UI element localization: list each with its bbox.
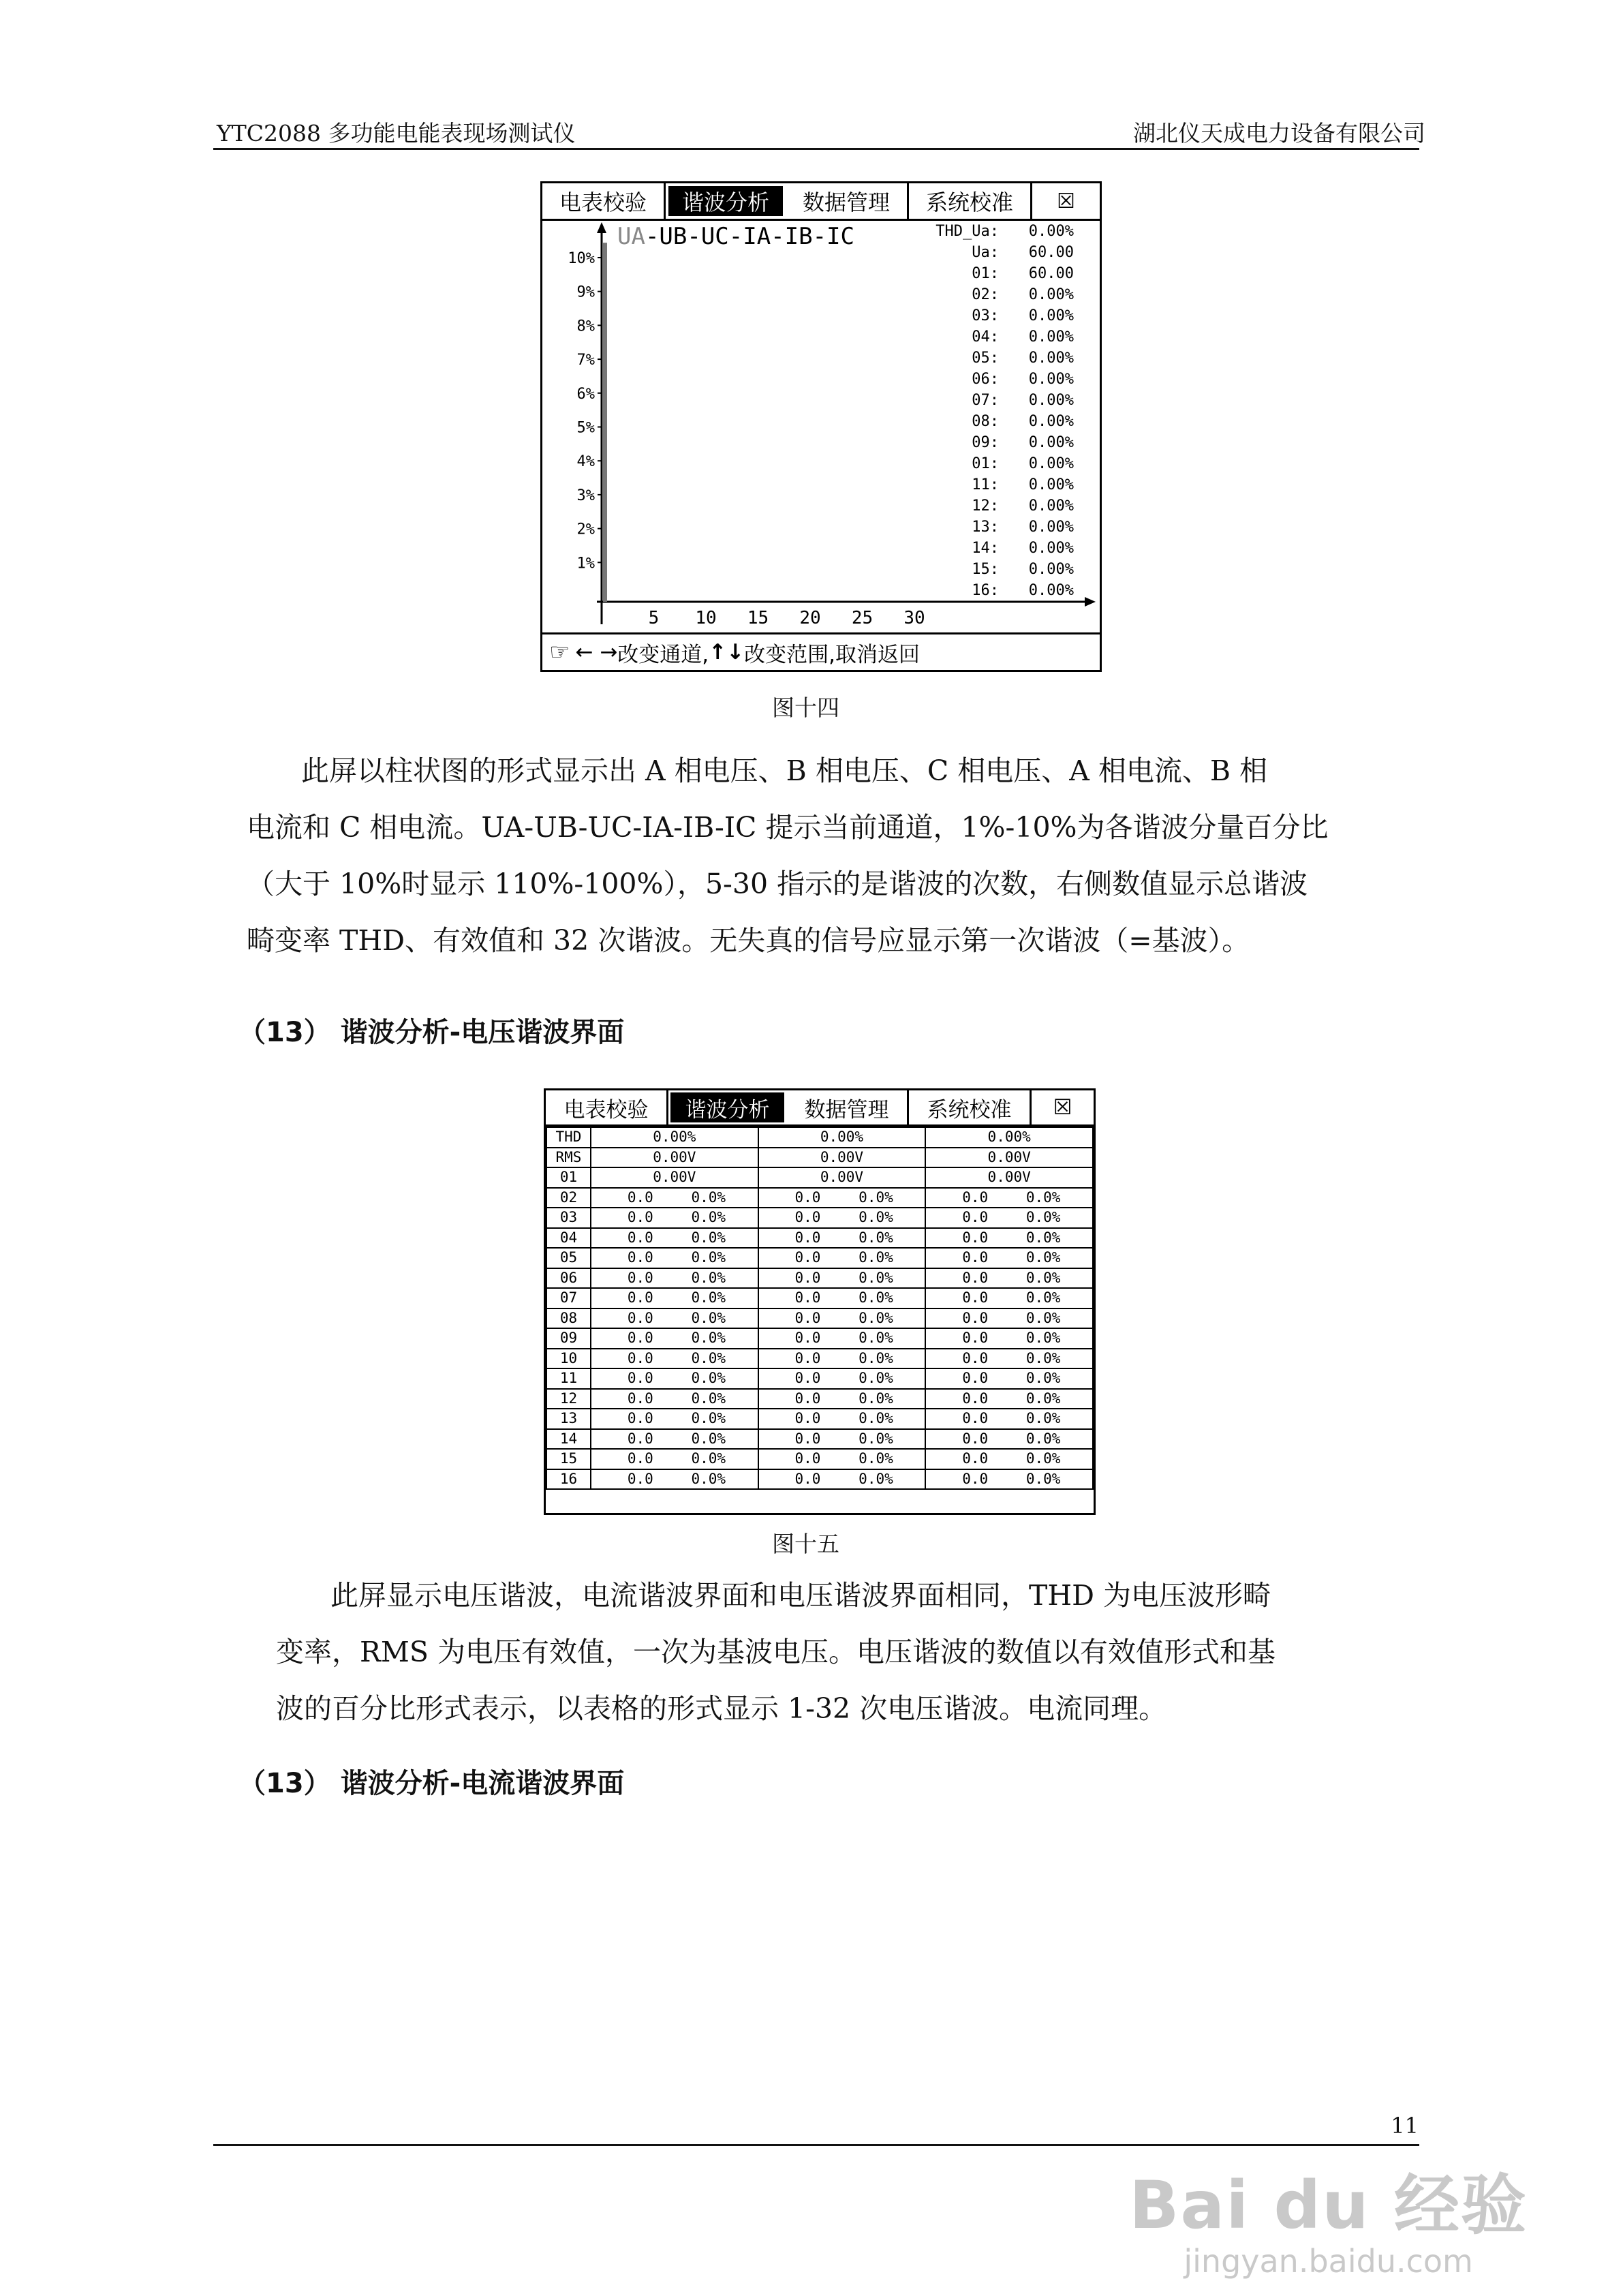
readout-label: Ua: (972, 244, 999, 261)
tab-harmonic-analysis[interactable]: 谐波分析 (668, 186, 783, 216)
harmonic-cell (758, 1409, 926, 1429)
readout-value: 0.00% (1028, 455, 1074, 472)
readout-value: 0.00% (1028, 561, 1074, 578)
harmonic-percent: 0.0% (691, 1450, 726, 1467)
header-rule (213, 148, 1419, 150)
harmonic-percent: 0.0% (691, 1390, 726, 1407)
hand-pointer-icon: ☞ (549, 639, 570, 666)
up-down-arrows-icon: ↑↓ (709, 640, 745, 664)
harmonic-percent: 0.0% (691, 1189, 726, 1206)
footer-rule (213, 2144, 1419, 2146)
harmonic-percent: 0.0% (1025, 1309, 1061, 1326)
harmonic-value: 0.0 (962, 1189, 989, 1206)
readout-label: 05: (972, 350, 999, 367)
readout-label: 09: (972, 434, 999, 451)
hint-change-range: 改变范围,取消返回 (744, 642, 920, 667)
harmonic-cell (758, 1328, 926, 1349)
readout-label: 13: (972, 519, 999, 536)
row-label: 08 (546, 1308, 591, 1329)
harmonic-percent: 0.0% (859, 1269, 893, 1286)
harmonic-value: 0.0 (627, 1349, 653, 1366)
paragraph-figure14 (247, 743, 1419, 969)
readout-value: 0.00% (1028, 350, 1074, 367)
harmonic-percent: 0.0% (859, 1349, 893, 1366)
harmonic-percent: 0.0% (1025, 1269, 1061, 1286)
harmonic-cell (925, 1248, 1093, 1268)
harmonic-percent: 0.0% (859, 1370, 893, 1387)
harmonic-percent: 0.0% (1025, 1229, 1061, 1246)
figure15-caption: 图十五 (772, 1531, 839, 1557)
row-label: 09 (546, 1328, 591, 1349)
harmonic-percent: 0.0% (859, 1470, 893, 1487)
harmonic-cell (758, 1429, 926, 1450)
harmonic-value: 0.0 (627, 1269, 653, 1286)
harmonic-percent: 0.0% (1025, 1189, 1061, 1206)
row-label: 15 (546, 1449, 591, 1469)
harmonic-cell (591, 1288, 758, 1308)
harmonic-percent: 0.0% (859, 1189, 893, 1206)
readout-label: 03: (972, 307, 999, 324)
harmonic-cell (758, 1288, 926, 1308)
harmonic-percent: 0.0% (1025, 1430, 1061, 1447)
harmonic-row (546, 1248, 1093, 1268)
y-tick-label: 8% (576, 318, 595, 335)
harmonic-value: 0.0 (627, 1370, 653, 1387)
row-label: 06 (546, 1268, 591, 1289)
harmonic-value: 0.0 (962, 1330, 989, 1347)
harmonic-value: 0.0 (962, 1309, 989, 1326)
harmonic-cell (758, 1188, 926, 1208)
harmonic-value: 0.0 (794, 1289, 821, 1306)
para2-line1: 此屏显示电压谐波，电流谐波界面和电压谐波界面相同，THD 为电压波形畸 (330, 1579, 1271, 1612)
readout-label: 02: (972, 286, 999, 303)
row-label: 13 (546, 1409, 591, 1429)
harmonic-cell (925, 1469, 1093, 1490)
harmonic-cell (591, 1308, 758, 1329)
summary-cell: 0.00% (758, 1127, 926, 1148)
hint-bar (542, 632, 1100, 670)
watermark (1129, 2154, 1528, 2280)
harmonic-value: 0.0 (627, 1330, 653, 1347)
harmonic-value: 0.0 (962, 1229, 989, 1246)
summary-cell: 0.00V (591, 1167, 758, 1188)
figure14-caption: 图十四 (772, 694, 839, 721)
summary-cell: 0.00V (925, 1167, 1093, 1188)
header-title: YTC2088 多功能电能表现场测试仪 (217, 120, 576, 147)
readout-value: 0.00% (1028, 434, 1074, 451)
readout-value: 0.00% (1028, 392, 1074, 409)
harmonic-value: 0.0 (794, 1470, 821, 1487)
harmonic-value: 0.0 (962, 1349, 989, 1366)
readout-value: 0.00% (1028, 582, 1074, 599)
readout-label: 06: (972, 371, 999, 388)
row-label: 05 (546, 1248, 591, 1268)
y-tick-label: 2% (576, 521, 595, 538)
harmonic-percent: 0.0% (859, 1410, 893, 1427)
harmonic-cell (758, 1349, 926, 1369)
row-label: 12 (546, 1389, 591, 1409)
harmonic-value: 0.0 (627, 1309, 653, 1326)
readout-value: 0.00% (1028, 328, 1074, 346)
harmonic-cell (925, 1188, 1093, 1208)
harmonic-cell (925, 1288, 1093, 1308)
harmonic-cell (925, 1268, 1093, 1289)
harmonic-row (546, 1429, 1093, 1450)
close-icon[interactable]: ☒ (1053, 1095, 1072, 1120)
harmonic-value: 0.0 (627, 1229, 653, 1246)
harmonic-row (546, 1349, 1093, 1369)
harmonic-value: 0.0 (962, 1410, 989, 1427)
harmonic-cell (591, 1228, 758, 1249)
harmonic-cell (758, 1248, 926, 1268)
harmonic-value: 0.0 (794, 1249, 821, 1266)
harmonic-percent: 0.0% (691, 1470, 726, 1487)
summary-cell: 0.00V (925, 1148, 1093, 1168)
harmonic-value: 0.0 (627, 1209, 653, 1226)
y-tick-label: 10% (568, 250, 595, 267)
y-axis-arrow-icon (597, 222, 606, 233)
row-label: THD (546, 1127, 591, 1148)
left-right-arrows-icon: ← → (575, 640, 618, 664)
readout-label: 14: (972, 540, 999, 557)
harmonic-value: 0.0 (627, 1289, 653, 1306)
row-label: 11 (546, 1368, 591, 1389)
harmonic-cell (925, 1409, 1093, 1429)
harmonic-cell (758, 1449, 926, 1469)
harmonic-row (546, 1409, 1093, 1429)
readout-value: 0.00% (1028, 413, 1074, 430)
harmonic-cell (925, 1449, 1093, 1469)
tab-data-management[interactable]: 数据管理 (786, 183, 909, 219)
harmonic-percent: 0.0% (691, 1309, 726, 1326)
harmonic-cell (591, 1208, 758, 1228)
row-label: 07 (546, 1288, 591, 1308)
harmonic-value: 0.0 (794, 1410, 821, 1427)
harmonic-cell (591, 1409, 758, 1429)
y-tick-label: 1% (576, 555, 595, 572)
harmonic-percent: 0.0% (691, 1289, 726, 1306)
summary-row (546, 1127, 1093, 1148)
harmonic-table-screen (544, 1088, 1096, 1515)
y-tick-label: 4% (576, 453, 595, 471)
harmonic-cell (591, 1349, 758, 1369)
watermark-url: jingyan.baidu.com (1184, 2243, 1473, 2280)
row-label: RMS (546, 1148, 591, 1168)
para1-line1: 此屏以柱状图的形式显示出 A 相电压、B 相电压、C 相电压、A 相电流、B 相 (301, 754, 1268, 787)
para2-line3: 波的百分比形式表示，以表格的形式显示 1-32 次电压谐波。电流同理。 (276, 1692, 1167, 1725)
harmonic-cell (758, 1268, 926, 1289)
readout-label: 11: (972, 476, 999, 493)
x-tick-label: 5 (648, 608, 660, 628)
summary-row (546, 1167, 1093, 1188)
x-tick-label: 15 (747, 608, 769, 628)
harmonic-percent: 0.0% (859, 1390, 893, 1407)
harmonic-cell (758, 1228, 926, 1249)
summary-cell: 0.00V (591, 1148, 758, 1168)
harmonic-value: 0.0 (962, 1470, 989, 1487)
harmonic-value: 0.0 (962, 1370, 989, 1387)
watermark-logo: Bai du 经验 (1129, 2167, 1528, 2244)
harmonic-bar (603, 243, 607, 602)
harmonic-cell (925, 1228, 1093, 1249)
tab-meter-check[interactable]: 电表校验 (542, 183, 666, 219)
harmonic-cell (925, 1429, 1093, 1450)
harmonic-percent: 0.0% (691, 1330, 726, 1347)
harmonic-cell (591, 1188, 758, 1208)
row-label: 16 (546, 1469, 591, 1490)
harmonic-row (546, 1308, 1093, 1329)
harmonic-percent: 0.0% (859, 1209, 893, 1226)
harmonic-percent: 0.0% (1025, 1390, 1061, 1407)
readout-label: 15: (972, 561, 999, 578)
x-tick-label: 10 (695, 608, 717, 628)
harmonic-value: 0.0 (794, 1269, 821, 1286)
harmonic-value: 0.0 (962, 1289, 989, 1306)
y-tick-label: 9% (576, 284, 595, 301)
summary-cell: 0.00% (925, 1127, 1093, 1148)
harmonic-bar-chart (542, 221, 1100, 633)
harmonic-percent: 0.0% (691, 1410, 726, 1427)
para1-line2: 电流和 C 相电流。UA-UB-UC-IA-IB-IC 提示当前通道，1%-10%为各谐波分量百分比 (247, 811, 1329, 844)
harmonic-cell (925, 1308, 1093, 1329)
harmonic-row (546, 1368, 1093, 1389)
summary-cell: 0.00V (758, 1148, 926, 1168)
summary-cell: 0.00% (591, 1127, 758, 1148)
row-label: 04 (546, 1228, 591, 1249)
readout-value: 0.00% (1028, 286, 1074, 303)
harmonic-percent: 0.0% (1025, 1330, 1061, 1347)
harmonic-percent: 0.0% (859, 1309, 893, 1326)
section-current-harmonic: （13） 谐波分析-电流谐波界面 (238, 1768, 625, 1799)
row-label: 14 (546, 1429, 591, 1450)
harmonic-cell (591, 1389, 758, 1409)
harmonic-cell (758, 1208, 926, 1228)
harmonic-value: 0.0 (962, 1390, 989, 1407)
harmonic-row (546, 1449, 1093, 1469)
harmonic-percent: 0.0% (691, 1370, 726, 1387)
harmonic-value: 0.0 (962, 1430, 989, 1447)
harmonic-percent: 0.0% (691, 1269, 726, 1286)
harmonic-table (546, 1127, 1094, 1490)
harmonic-percent: 0.0% (691, 1229, 726, 1246)
harmonic-value: 0.0 (627, 1410, 653, 1427)
harmonic-value: 0.0 (794, 1370, 821, 1387)
harmonic-percent: 0.0% (1025, 1289, 1061, 1306)
harmonic-percent: 0.0% (691, 1249, 726, 1266)
para1-line3: （大于 10%时显示 110%-100%），5-30 指示的是谐波的次数，右侧数值显示总谐波 (247, 868, 1308, 900)
tab-system-calibration[interactable]: 系统校准 (909, 183, 1032, 219)
harmonic-value: 0.0 (962, 1249, 989, 1266)
harmonic-value: 0.0 (794, 1430, 821, 1447)
header-company: 湖北仪天成电力设备有限公司 (1133, 120, 1425, 147)
harmonic-cell (758, 1469, 926, 1490)
harmonic-value: 0.0 (794, 1209, 821, 1226)
y-tick-label: 6% (576, 385, 595, 403)
para2-line2: 变率，RMS 为电压有效值，一次为基波电压。电压谐波的数值以有效值形式和基 (276, 1636, 1276, 1668)
harmonic-percent: 0.0% (859, 1229, 893, 1246)
harmonic-value: 0.0 (627, 1390, 653, 1407)
tab-system-calibration[interactable]: 系统校准 (909, 1090, 1032, 1124)
harmonic-row (546, 1469, 1093, 1490)
x-axis-arrow-icon (1085, 597, 1096, 607)
harmonic-percent: 0.0% (691, 1349, 726, 1366)
readout-value: 60.00 (1028, 244, 1074, 261)
para1-line4: 畸变率 THD、有效值和 32 次谐波。无失真的信号应显示第一次谐波（=基波）。 (247, 924, 1250, 957)
harmonic-cell (591, 1449, 758, 1469)
harmonic-value: 0.0 (962, 1450, 989, 1467)
page-number: 11 (1391, 2113, 1419, 2139)
readout-label: THD_Ua: (936, 223, 999, 240)
harmonic-percent: 0.0% (859, 1289, 893, 1306)
harmonic-value: 0.0 (962, 1209, 989, 1226)
tab-bar (546, 1090, 1094, 1127)
harmonic-row (546, 1268, 1093, 1289)
harmonic-value: 0.0 (627, 1189, 653, 1206)
row-label: 02 (546, 1188, 591, 1208)
hint-change-channel: 改变通道, (617, 642, 709, 667)
x-tick-label: 20 (799, 608, 821, 628)
readout-label: 08: (972, 413, 999, 430)
harmonic-percent: 0.0% (1025, 1370, 1061, 1387)
readout-label: 01: (972, 265, 999, 282)
readout-value: 60.00 (1028, 265, 1074, 282)
harmonic-cell (591, 1248, 758, 1268)
harmonic-value: 0.0 (794, 1229, 821, 1246)
harmonic-row (546, 1328, 1093, 1349)
channel-selector[interactable]: UA-UB-UC-IA-IB-IC (617, 223, 854, 250)
y-tick-label: 7% (576, 352, 595, 369)
harmonic-percent: 0.0% (1025, 1410, 1061, 1427)
harmonic-percent: 0.0% (1025, 1349, 1061, 1366)
readout-value: 0.00% (1028, 476, 1074, 493)
row-label: 01 (546, 1167, 591, 1188)
y-tick-label: 3% (576, 487, 595, 504)
tab-meter-check[interactable]: 电表校验 (546, 1090, 668, 1124)
summary-row (546, 1148, 1093, 1168)
harmonic-value: 0.0 (627, 1450, 653, 1467)
readout-label: 07: (972, 392, 999, 409)
x-tick-label: 25 (851, 608, 874, 628)
harmonic-percent: 0.0% (859, 1450, 893, 1467)
harmonic-value: 0.0 (794, 1390, 821, 1407)
harmonic-cell (758, 1308, 926, 1329)
harmonic-cell (591, 1429, 758, 1450)
harmonic-percent: 0.0% (1025, 1450, 1061, 1467)
harmonic-row (546, 1389, 1093, 1409)
y-tick-label: 5% (576, 419, 595, 437)
harmonic-row (546, 1208, 1093, 1228)
readout-value: 0.00% (1028, 540, 1074, 557)
readout-label: 12: (972, 498, 999, 515)
harmonic-value: 0.0 (794, 1349, 821, 1366)
harmonic-cell (925, 1208, 1093, 1228)
readout-value: 0.00% (1028, 519, 1074, 536)
harmonic-value: 0.0 (627, 1249, 653, 1266)
summary-cell: 0.00V (758, 1167, 926, 1188)
readout-value: 0.00% (1028, 223, 1074, 240)
readout-label: 01: (972, 455, 999, 472)
harmonic-value: 0.0 (962, 1269, 989, 1286)
harmonic-percent: 0.0% (859, 1430, 893, 1447)
harmonic-row (546, 1228, 1093, 1249)
harmonic-row (546, 1288, 1093, 1308)
harmonic-percent: 0.0% (691, 1209, 726, 1226)
harmonic-value: 0.0 (627, 1470, 653, 1487)
harmonic-cell (758, 1368, 926, 1389)
harmonic-cell (925, 1328, 1093, 1349)
x-tick-label: 30 (903, 608, 925, 628)
harmonic-row (546, 1188, 1093, 1208)
harmonic-cell (925, 1368, 1093, 1389)
harmonic-cell (591, 1328, 758, 1349)
harmonic-cell (591, 1368, 758, 1389)
harmonic-value: 0.0 (627, 1430, 653, 1447)
row-label: 03 (546, 1208, 591, 1228)
paragraph-figure15 (276, 1567, 1421, 1737)
close-icon[interactable]: ☒ (1057, 189, 1075, 213)
tab-bar (542, 183, 1100, 221)
row-label: 10 (546, 1349, 591, 1369)
harmonic-percent: 0.0% (1025, 1470, 1061, 1487)
harmonic-percent: 0.0% (859, 1249, 893, 1266)
harmonic-value: 0.0 (794, 1309, 821, 1326)
readout-value: 0.00% (1028, 371, 1074, 388)
harmonic-percent: 0.0% (859, 1330, 893, 1347)
readout-label: 04: (972, 328, 999, 346)
harmonic-bar-screen (540, 181, 1102, 672)
harmonic-cell (591, 1469, 758, 1490)
harmonic-percent: 0.0% (691, 1430, 726, 1447)
readout-label: 16: (972, 582, 999, 599)
tab-harmonic-analysis[interactable]: 谐波分析 (670, 1092, 784, 1122)
harmonic-percent: 0.0% (1025, 1209, 1061, 1226)
section-voltage-harmonic: （13） 谐波分析-电压谐波界面 (238, 1017, 625, 1048)
harmonic-value: 0.0 (794, 1330, 821, 1347)
harmonic-cell (925, 1349, 1093, 1369)
harmonic-value: 0.0 (794, 1450, 821, 1467)
readout-value: 0.00% (1028, 498, 1074, 515)
harmonic-cell (758, 1389, 926, 1409)
harmonic-cell (591, 1268, 758, 1289)
harmonic-value: 0.0 (794, 1189, 821, 1206)
harmonic-cell (925, 1389, 1093, 1409)
readout-value: 0.00% (1028, 307, 1074, 324)
harmonic-percent: 0.0% (1025, 1249, 1061, 1266)
tab-data-management[interactable]: 数据管理 (786, 1090, 909, 1124)
